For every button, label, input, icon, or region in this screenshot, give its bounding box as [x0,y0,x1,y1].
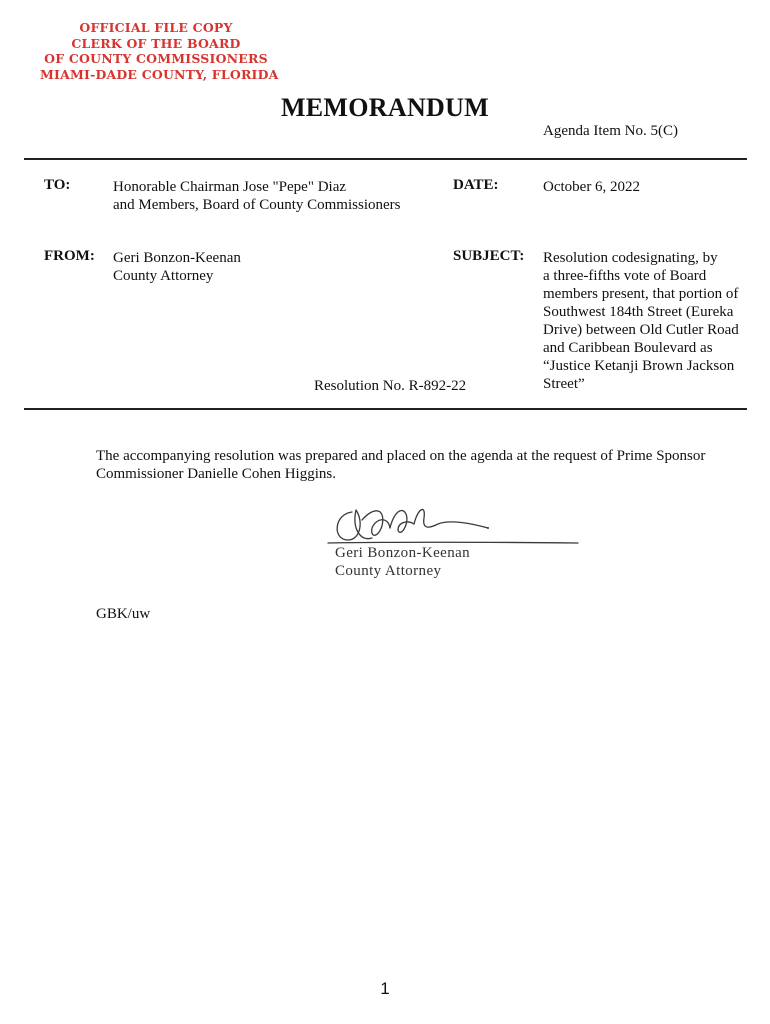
to-line: and Members, Board of County Commissioners [113,197,401,213]
signatory-name: Geri Bonzon-Keenan [335,545,471,561]
from-label: FROM: [44,248,95,264]
to-line: Honorable Chairman Jose "Pepe" Diaz [113,179,347,195]
official-file-copy-stamp [40,20,279,82]
from-line: Geri Bonzon-Keenan [113,250,241,266]
header-bottom-rule [24,408,747,410]
header-top-rule [24,158,747,160]
agenda-item-number: Agenda Item No. 5(C) [543,123,678,139]
page-number: 1 [380,979,390,998]
subject-line: a three-fifths vote of Board [543,268,707,284]
signature-block [335,544,470,580]
resolution-number: Resolution No. R-892-22 [314,378,467,394]
subject-label: SUBJECT: [453,248,525,264]
date-value: October 6, 2022 [543,179,641,195]
date-label: DATE: [453,177,499,193]
memo-title: MEMORANDUM [280,93,490,122]
subject-line: and Caribbean Boulevard as [543,340,713,356]
to-label: TO: [44,177,71,193]
from-sender [113,249,241,285]
to-recipients [113,178,400,214]
subject-line: Drive) between Old Cutler Road [543,322,739,338]
from-line: County Attorney [113,268,214,284]
signatory-title: County Attorney [335,563,442,579]
typist-initials: GBK/uw [96,606,151,622]
subject-line: “Justice Ketanji Brown Jackson [543,358,735,374]
subject-line: Street” [543,376,585,392]
stamp-line: OFFICIAL FILE COPY [79,20,233,35]
stamp-line: MIAMI-DADE COUNTY, FLORIDA [40,66,279,82]
subject-line: members present, that portion of [543,286,739,302]
body-paragraph: The accompanying resolution was prepared and placed on the agenda at the request of Prime Sponsor Commissioner Danielle Cohen Higgins. [96,448,706,482]
stamp-line: OF COUNTY COMMISSIONERS [44,51,268,66]
subject-text [543,249,739,393]
stamp-line: CLERK OF THE BOARD [71,35,241,51]
subject-line: Resolution codesignating, by [543,250,718,266]
handwritten-signature [326,498,586,550]
subject-line: Southwest 184th Street (Eureka [543,304,734,320]
